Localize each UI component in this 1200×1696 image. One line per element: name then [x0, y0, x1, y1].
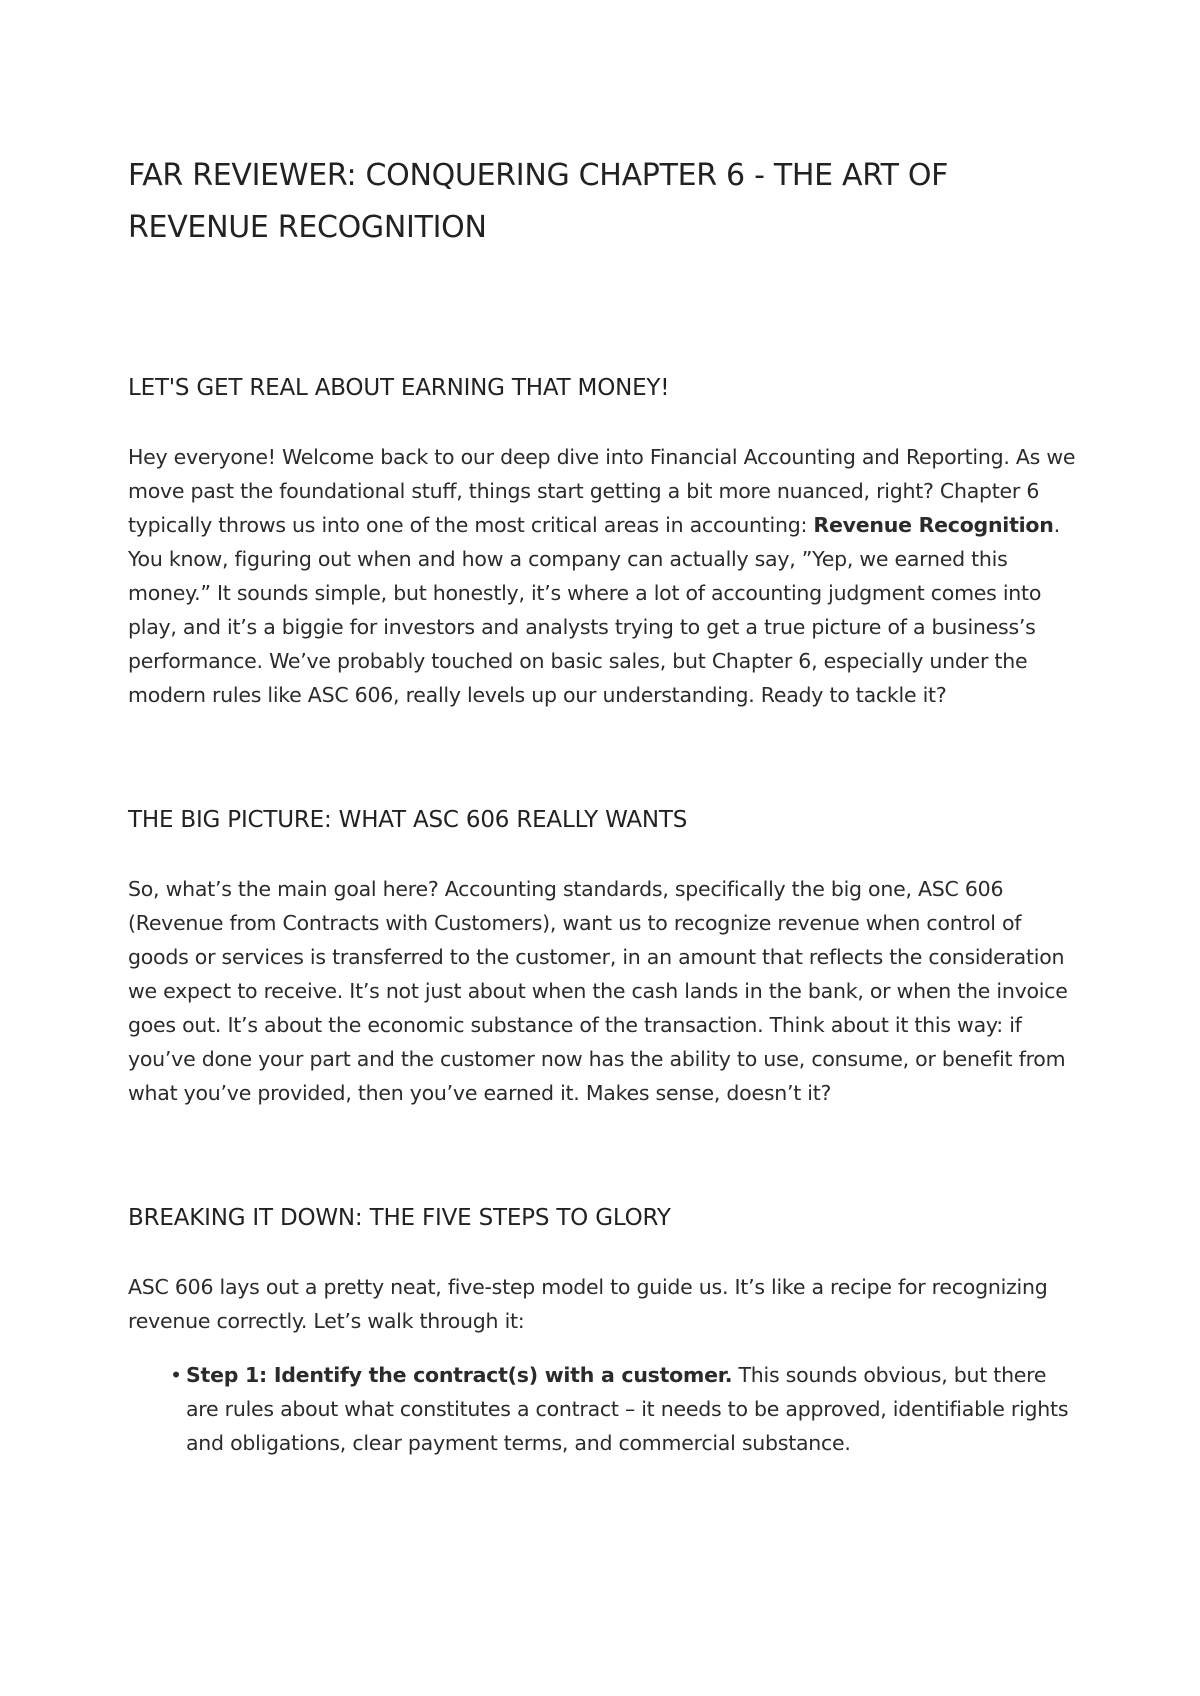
step-title: Step 1: Identify the contract(s) with a customer. — [186, 1363, 733, 1387]
paragraph-text: . You know, figuring out when and how a company can actually say, ”Yep, we earned this money.” It sounds simple, but honestly, it’s where a lot of accounting judgment comes into play, and it’s a biggie for investors and analysts trying to get a true picture of a business’s performance. We’ve probably touched on basic sales, but Chapter 6, especially under the modern rules like ASC 606, really levels up our understanding. Ready to tackle it? — [128, 513, 1060, 707]
section-paragraph: ASC 606 lays out a pretty neat, five-step model to guide us. It’s like a recipe for recognizing revenue correctly. Let’s walk through it: — [128, 1275, 1048, 1333]
document-title: FAR REVIEWER: CONQUERING CHAPTER 6 - THE ART OF REVENUE RECOGNITION — [128, 158, 949, 245]
section-heading: LET'S GET REAL ABOUT EARNING THAT MONEY! — [128, 375, 670, 401]
paragraph-text: Hey everyone! Welcome back to our deep dive into Financial Accounting and Reporting. As we move past the foundational stuff, things start getting a bit more nuanced, right? Chapter 6 typically throws us into one of the most critical areas in accounting: — [128, 445, 1076, 537]
bullet-glyph: • — [170, 1363, 182, 1387]
step-text: This sounds obvious, but there are rules about what constitutes a contract – it needs to be approved, identifiable rights and obligations, clear payment terms, and commercial substance. — [186, 1363, 1069, 1455]
section-earning-money — [128, 372, 1080, 712]
section-five-steps — [128, 1202, 1080, 1460]
section-big-picture — [128, 804, 1080, 1110]
section-heading: THE BIG PICTURE: WHAT ASC 606 REALLY WANTS — [128, 807, 688, 833]
steps-list — [128, 1358, 1080, 1460]
paragraph-bold-term: Revenue Recognition — [813, 513, 1054, 537]
section-heading: BREAKING IT DOWN: THE FIVE STEPS TO GLORY — [128, 1205, 671, 1231]
list-item — [170, 1358, 1080, 1460]
section-paragraph — [128, 440, 1080, 712]
section-paragraph: So, what’s the main goal here? Accounting standards, specifically the big one, ASC 606 (Revenue from Contracts with Customers), want us to recognize revenue when control of goods or services is transferred to the customer, in an amount that reflects the consideration we expect to receive. It’s not just about when the cash lands in the bank, or when the invoice goes out. It’s about the economic substance of the transaction. Think about it this way: if you’ve done your part and the customer now has the ability to use, consume, or benefit from what you’ve provided, then you’ve earned it. Makes sense, doesn’t it? — [128, 877, 1068, 1105]
